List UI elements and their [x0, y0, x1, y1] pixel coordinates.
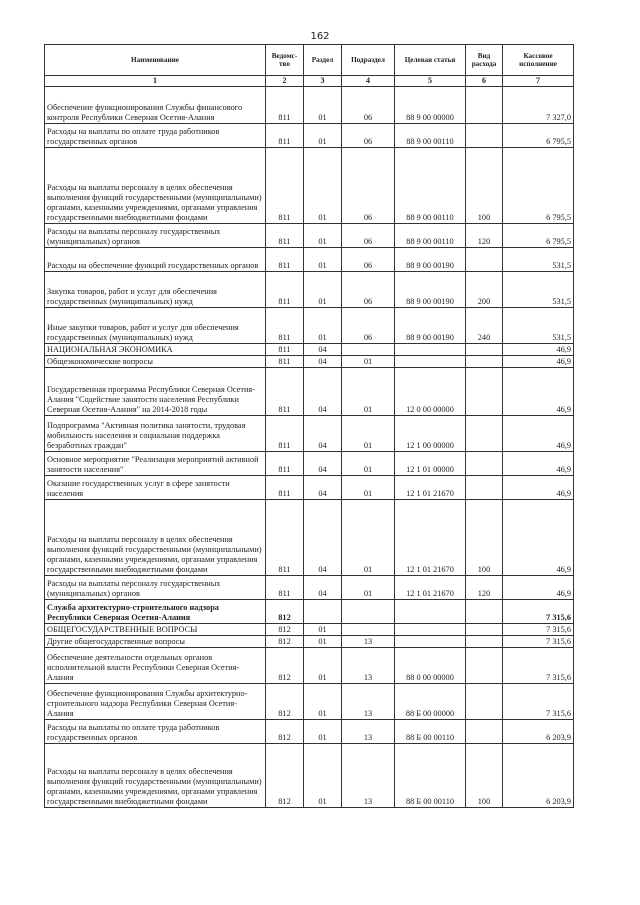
- header-department: Ведомс-тво: [266, 45, 304, 76]
- row-subsection: 01: [342, 500, 395, 576]
- row-cash-execution: 46,9: [503, 476, 574, 500]
- header-section: Раздел: [304, 45, 342, 76]
- row-expense-type: 200: [466, 272, 503, 308]
- row-section: 01: [304, 308, 342, 344]
- row-cash-execution: 46,9: [503, 368, 574, 416]
- row-department: 812: [266, 624, 304, 636]
- row-target-item: [395, 636, 466, 648]
- row-section: 01: [304, 272, 342, 308]
- row-department: 811: [266, 87, 304, 124]
- row-expense-type: [466, 720, 503, 744]
- row-subsection: 06: [342, 248, 395, 272]
- row-cash-execution: 6 795,5: [503, 148, 574, 224]
- row-name: Другие общегосударственные вопросы: [45, 636, 266, 648]
- row-cash-execution: 531,5: [503, 308, 574, 344]
- row-subsection: [342, 600, 395, 624]
- table-row: [45, 87, 574, 124]
- table-row: [45, 224, 574, 248]
- row-name: Расходы на выплаты по оплате труда работников государственных органов: [45, 124, 266, 148]
- row-target-item: 88 9 00 00000: [395, 87, 466, 124]
- table-row: [45, 356, 574, 368]
- row-cash-execution: 6 795,5: [503, 224, 574, 248]
- row-subsection: 06: [342, 308, 395, 344]
- row-target-item: 88 9 00 00190: [395, 308, 466, 344]
- row-section: 04: [304, 356, 342, 368]
- row-section: 04: [304, 416, 342, 452]
- row-cash-execution: 46,9: [503, 416, 574, 452]
- row-name: Расходы на выплаты персоналу в целях обеспечения выполнения функций государственными (муниципальными) органами, казенными учреждениями, органами управления государственными внебюджетными фондами: [45, 500, 266, 576]
- row-cash-execution: 7 315,6: [503, 684, 574, 720]
- row-expense-type: [466, 416, 503, 452]
- table-row: [45, 272, 574, 308]
- row-cash-execution: 7 327,0: [503, 87, 574, 124]
- row-section: 01: [304, 648, 342, 684]
- row-target-item: 88 9 00 00190: [395, 248, 466, 272]
- row-department: 812: [266, 684, 304, 720]
- row-expense-type: [466, 248, 503, 272]
- table-row: [45, 744, 574, 808]
- row-target-item: 88 Б 00 00110: [395, 744, 466, 808]
- row-subsection: 06: [342, 148, 395, 224]
- column-number: 3: [304, 76, 342, 87]
- row-expense-type: 120: [466, 576, 503, 600]
- table-row: [45, 308, 574, 344]
- row-cash-execution: 46,9: [503, 452, 574, 476]
- row-section: 04: [304, 576, 342, 600]
- row-expense-type: [466, 476, 503, 500]
- header-name: Наименование: [45, 45, 266, 76]
- row-expense-type: [466, 368, 503, 416]
- row-department: 812: [266, 648, 304, 684]
- row-subsection: 13: [342, 648, 395, 684]
- row-name: Расходы на выплаты по оплате труда работников государственных органов: [45, 720, 266, 744]
- row-subsection: 06: [342, 124, 395, 148]
- table-row: [45, 624, 574, 636]
- row-name: Государственная программа Республики Северная Осетия-Алания "Содействие занятости населения Республики Северная Осетия-Алания" на 2014-2018 годы: [45, 368, 266, 416]
- column-number: 1: [45, 76, 266, 87]
- table-row: [45, 452, 574, 476]
- table-row: [45, 248, 574, 272]
- row-department: 811: [266, 148, 304, 224]
- table-row: [45, 500, 574, 576]
- column-number: 7: [503, 76, 574, 87]
- row-section: 04: [304, 476, 342, 500]
- row-subsection: 06: [342, 272, 395, 308]
- row-cash-execution: 46,9: [503, 344, 574, 356]
- row-section: 01: [304, 624, 342, 636]
- row-subsection: 13: [342, 636, 395, 648]
- row-cash-execution: 7 315,6: [503, 636, 574, 648]
- row-target-item: 12 1 01 21670: [395, 500, 466, 576]
- row-section: [304, 600, 342, 624]
- row-section: 01: [304, 124, 342, 148]
- row-subsection: [342, 624, 395, 636]
- row-name: Расходы на выплаты персоналу государственных (муниципальных) органов: [45, 224, 266, 248]
- row-expense-type: [466, 600, 503, 624]
- row-target-item: 88 Б 00 00110: [395, 720, 466, 744]
- row-name: Служба архитектурно-строительного надзора Республики Северная Осетия-Алания: [45, 600, 266, 624]
- row-target-item: 88 9 00 00110: [395, 124, 466, 148]
- row-target-item: 12 1 01 00000: [395, 452, 466, 476]
- row-target-item: 12 1 00 00000: [395, 416, 466, 452]
- table-row: [45, 648, 574, 684]
- column-number: 2: [266, 76, 304, 87]
- row-subsection: 01: [342, 356, 395, 368]
- row-name: Расходы на выплаты персоналу государственных (муниципальных) органов: [45, 576, 266, 600]
- row-subsection: 13: [342, 744, 395, 808]
- row-target-item: 88 9 00 00110: [395, 224, 466, 248]
- row-target-item: [395, 356, 466, 368]
- header-target-item: Целевая статья: [395, 45, 466, 76]
- column-number-row: [45, 76, 574, 87]
- row-target-item: 88 9 00 00110: [395, 148, 466, 224]
- table-row: [45, 124, 574, 148]
- row-section: 01: [304, 720, 342, 744]
- row-name: Расходы на выплаты персоналу в целях обеспечения выполнения функций государственными (муниципальными) органами, казенными учреждениями, органами управления государственными внебюджетными фондами: [45, 148, 266, 224]
- row-cash-execution: 46,9: [503, 500, 574, 576]
- row-subsection: [342, 344, 395, 356]
- table-row: [45, 344, 574, 356]
- row-expense-type: 100: [466, 500, 503, 576]
- row-department: 811: [266, 124, 304, 148]
- row-name: Расходы на выплаты персоналу в целях обеспечения выполнения функций государственными (муниципальными) органами, казенными учреждениями, органами управления государственными внебюджетными фондами: [45, 744, 266, 808]
- row-department: 811: [266, 344, 304, 356]
- row-subsection: 06: [342, 87, 395, 124]
- row-name: Оказание государственных услуг в сфере занятости населения: [45, 476, 266, 500]
- row-subsection: 01: [342, 368, 395, 416]
- row-name: ОБЩЕГОСУДАРСТВЕННЫЕ ВОПРОСЫ: [45, 624, 266, 636]
- row-department: 811: [266, 272, 304, 308]
- page-number: 162: [310, 31, 330, 42]
- row-target-item: 12 1 01 21670: [395, 576, 466, 600]
- row-expense-type: [466, 356, 503, 368]
- row-section: 04: [304, 452, 342, 476]
- row-section: 01: [304, 684, 342, 720]
- column-number: 6: [466, 76, 503, 87]
- row-cash-execution: 531,5: [503, 248, 574, 272]
- row-expense-type: [466, 624, 503, 636]
- row-subsection: 01: [342, 452, 395, 476]
- row-target-item: 88 0 00 00000: [395, 648, 466, 684]
- row-target-item: [395, 344, 466, 356]
- header-cash-execution: Кассовое исполнение: [503, 45, 574, 76]
- row-department: 811: [266, 500, 304, 576]
- row-name: Обеспечение функционирования Службы финансового контроля Республики Северная Осетия-Алания: [45, 87, 266, 124]
- row-cash-execution: 6 203,9: [503, 720, 574, 744]
- row-department: 811: [266, 356, 304, 368]
- row-expense-type: [466, 344, 503, 356]
- row-department: 812: [266, 636, 304, 648]
- row-department: 811: [266, 476, 304, 500]
- row-section: 01: [304, 248, 342, 272]
- row-subsection: 01: [342, 416, 395, 452]
- table-row: [45, 636, 574, 648]
- column-number: 4: [342, 76, 395, 87]
- header-expense-type: Вид расхода: [466, 45, 503, 76]
- table-row: [45, 368, 574, 416]
- row-section: 01: [304, 636, 342, 648]
- row-target-item: 88 9 00 00190: [395, 272, 466, 308]
- row-department: 811: [266, 308, 304, 344]
- row-expense-type: [466, 648, 503, 684]
- row-target-item: [395, 624, 466, 636]
- row-department: 812: [266, 600, 304, 624]
- row-expense-type: [466, 124, 503, 148]
- row-expense-type: [466, 452, 503, 476]
- row-expense-type: 100: [466, 744, 503, 808]
- row-cash-execution: 6 203,9: [503, 744, 574, 808]
- table-row: [45, 416, 574, 452]
- row-subsection: 13: [342, 684, 395, 720]
- row-name: Иные закупки товаров, работ и услуг для обеспечения государственных (муниципальных) нужд: [45, 308, 266, 344]
- table-row: [45, 576, 574, 600]
- row-department: 811: [266, 368, 304, 416]
- row-subsection: 06: [342, 224, 395, 248]
- row-target-item: 88 Б 00 00000: [395, 684, 466, 720]
- row-cash-execution: 531,5: [503, 272, 574, 308]
- row-cash-execution: 7 315,6: [503, 648, 574, 684]
- row-section: 01: [304, 148, 342, 224]
- row-expense-type: 240: [466, 308, 503, 344]
- table-row: [45, 476, 574, 500]
- table-row: [45, 600, 574, 624]
- row-name: Обеспечение функционирования Службы архитектурно-строительного надзора Республики Северная Осетия-Алания: [45, 684, 266, 720]
- row-target-item: 12 0 00 00000: [395, 368, 466, 416]
- row-expense-type: [466, 87, 503, 124]
- row-name: Основное мероприятие "Реализация мероприятий активной занятости населения": [45, 452, 266, 476]
- row-department: 812: [266, 744, 304, 808]
- header-row: [45, 45, 574, 76]
- table-row: [45, 148, 574, 224]
- row-cash-execution: 7 315,6: [503, 624, 574, 636]
- row-cash-execution: 6 795,5: [503, 124, 574, 148]
- row-section: 01: [304, 87, 342, 124]
- row-subsection: 13: [342, 720, 395, 744]
- row-cash-execution: 46,9: [503, 576, 574, 600]
- row-section: 04: [304, 344, 342, 356]
- row-department: 811: [266, 416, 304, 452]
- row-subsection: 01: [342, 576, 395, 600]
- row-name: Общеэкономические вопросы: [45, 356, 266, 368]
- table-row: [45, 720, 574, 744]
- row-name: Закупка товаров, работ и услуг для обеспечения государственных (муниципальных) нужд: [45, 272, 266, 308]
- table-row: [45, 684, 574, 720]
- row-expense-type: 120: [466, 224, 503, 248]
- row-target-item: 12 1 01 21670: [395, 476, 466, 500]
- row-name: Подпрограмма "Активная политика занятости, трудовая мобильность населения и социальная поддержка безработных граждан": [45, 416, 266, 452]
- row-department: 811: [266, 452, 304, 476]
- table-body: [45, 87, 574, 808]
- row-section: 01: [304, 744, 342, 808]
- row-name: Обеспечение деятельности отдельных органов исполнительной власти Республики Северная Осетия-Алания: [45, 648, 266, 684]
- row-subsection: 01: [342, 476, 395, 500]
- row-section: 01: [304, 224, 342, 248]
- column-number: 5: [395, 76, 466, 87]
- row-department: 812: [266, 720, 304, 744]
- row-section: 04: [304, 500, 342, 576]
- row-expense-type: [466, 684, 503, 720]
- row-target-item: [395, 600, 466, 624]
- header-subsection: Подраздел: [342, 45, 395, 76]
- budget-table: [44, 44, 574, 808]
- row-cash-execution: 7 315,6: [503, 600, 574, 624]
- row-department: 811: [266, 248, 304, 272]
- row-name: НАЦИОНАЛЬНАЯ ЭКОНОМИКА: [45, 344, 266, 356]
- row-expense-type: 100: [466, 148, 503, 224]
- row-name: Расходы на обеспечение функций государственных органов: [45, 248, 266, 272]
- row-cash-execution: 46,9: [503, 356, 574, 368]
- row-department: 811: [266, 224, 304, 248]
- row-department: 811: [266, 576, 304, 600]
- row-section: 04: [304, 368, 342, 416]
- row-expense-type: [466, 636, 503, 648]
